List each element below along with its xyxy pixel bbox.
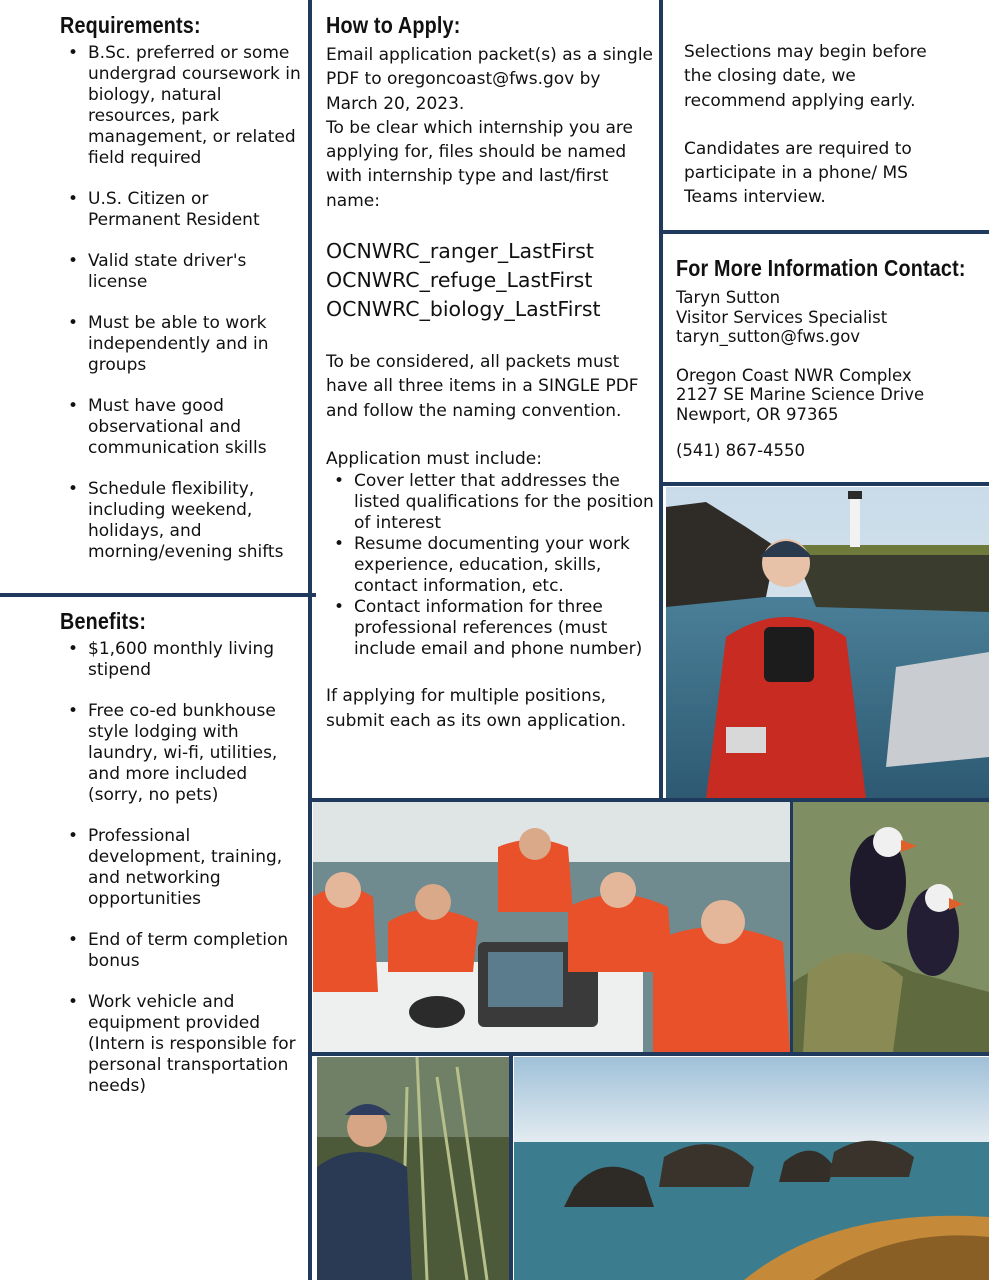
crew-boat-photo [313, 802, 790, 1052]
list-item: • Free co-ed bunkhouse style lodging with laundry, wi-fi, utilities, and more included (sorry, no pets) [88, 701, 305, 806]
left-section-divider [0, 593, 316, 597]
list-item: • Must have good observational and communication skills [88, 396, 305, 459]
selection-interview-note: Candidates are required to participate in a phone/ MS Teams interview. [684, 138, 912, 208]
column-divider-middle [659, 0, 663, 800]
list-item: • Work vehicle and equipment provided (Intern is responsible for personal transportation needs) [88, 992, 305, 1097]
contact-email[interactable]: taryn_sutton@fws.gov [676, 327, 861, 346]
right-section-divider [663, 230, 989, 234]
contact-org: Oregon Coast NWR Complex [676, 365, 912, 385]
file-name-ranger: OCNWRC_ranger_LastFirst [326, 239, 594, 264]
list-item: • Schedule flexibility, including weekend, holidays, and morning/evening shifts [88, 479, 305, 563]
contact-heading: For More Information Contact: [676, 255, 966, 281]
ranger-boat-image [666, 487, 989, 799]
contact-title: Visitor Services Specialist [676, 307, 888, 327]
list-item: • Cover letter that addresses the listed qualifications for the position of interest [354, 471, 656, 534]
coastline-photo [514, 1057, 989, 1280]
contact-photo-divider [663, 482, 989, 486]
list-item: • Professional development, training, and networking opportunities [88, 826, 305, 910]
must-include-list [326, 471, 656, 660]
bottom-photo-divider [509, 1054, 513, 1280]
selection-early-note: Selections may begin before the closing date, we recommend applying early. [684, 42, 927, 111]
coastline-image [514, 1057, 989, 1280]
crew-boat-image [313, 802, 790, 1052]
file-name-biology: OCNWRC_biology_LastFirst [326, 297, 601, 322]
middle-photo-divider [312, 798, 989, 802]
list-item: • $1,600 monthly living stipend [88, 639, 305, 681]
benefits-list [60, 639, 305, 1097]
apply-considered: To be considered, all packets must have all three items in a SINGLE PDF and follow the naming convention. [326, 352, 639, 421]
lower-photo-divider [312, 1052, 989, 1056]
puffin-photo-divider [790, 800, 793, 1054]
apply-multiple-note: If applying for multiple positions, submit each as its own application. [326, 686, 627, 731]
contact-city: Newport, OR 97365 [676, 404, 839, 424]
apply-naming-instructions: To be clear which internship you are applying for, files should be named with internship type and last/first name: [326, 117, 633, 211]
selection-section [684, 40, 949, 210]
benefits-heading: Benefits: [60, 608, 147, 634]
requirements-list [60, 43, 305, 563]
list-item: • Valid state driver's license [88, 251, 305, 293]
column-divider-left [308, 0, 312, 1280]
list-item: • B.Sc. preferred or some undergrad coursework in biology, natural resources, park management, or related field required [88, 43, 305, 169]
how-to-apply-section [326, 12, 656, 733]
how-to-apply-heading: How to Apply: [326, 12, 461, 38]
list-item: • End of term completion bonus [88, 930, 305, 972]
list-item: • Must be able to work independently and in groups [88, 313, 305, 376]
contact-name: Taryn Sutton [676, 288, 781, 307]
list-item: • Contact information for three professional references (must include email and phone number) [354, 597, 656, 660]
requirements-section [60, 12, 305, 583]
ranger-boat-photo [666, 487, 989, 799]
benefits-section [60, 608, 305, 1117]
file-name-refuge: OCNWRC_refuge_LastFirst [326, 268, 593, 293]
must-include-label: Application must include: [326, 448, 542, 469]
biologist-field-photo [317, 1057, 509, 1280]
contact-section [676, 255, 981, 461]
requirements-heading: Requirements: [60, 12, 201, 38]
list-item: • U.S. Citizen or Permanent Resident [88, 189, 305, 231]
contact-street: 2127 SE Marine Science Drive [676, 385, 925, 404]
biologist-field-image [317, 1057, 509, 1280]
list-item: • Resume documenting your work experience, education, skills, contact information, etc. [354, 534, 656, 597]
contact-phone: (541) 867-4550 [676, 441, 806, 460]
puffins-photo [793, 802, 989, 1052]
puffins-image [793, 802, 989, 1052]
apply-intro: Email application packet(s) as a single PDF to oregoncoast@fws.gov by March 20, 2023. [326, 45, 654, 114]
